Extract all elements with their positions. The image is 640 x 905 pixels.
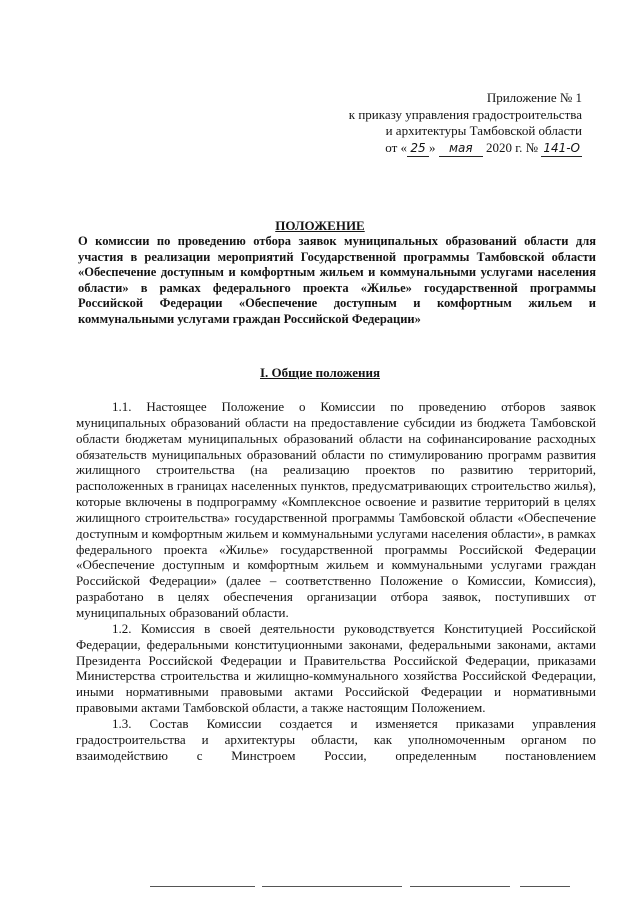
appendix-date-line	[349, 140, 582, 158]
paragraph-1-1: 1.1. Настоящее Положение о Комиссии по проведению отборов заявок муниципальных образований области на предоставление субсидии из бюджета Тамбовской области бюджетам муниципальных образований области на софинансирование расходных обязательств муниципальных образований области по стимулированию программ развития жилищного строительства (на реализацию проектов по развитию территорий, расположенных в границах населенных пунктов, предусматривающих строительство жилья), которые включены в подпрограмму «Комплексное освоение и развитие территорий в целях жилищного строительства» государственной программы Тамбовской области «Обеспечение доступным и комфортным жильем и коммунальными услугами населения области», в рамках федерального проекта «Жилье» государственной программы Российской Федерации «Обеспечение доступным и комфортным жильем и коммунальными услугами граждан Российской Федерации» (далее – соответственно Положение о Комиссии, Комиссия), разработано в целях обеспечения организации отбора заявок, поступивших от муниципальных образований области.	[76, 399, 596, 620]
date-year: 2020 г. №	[486, 139, 539, 155]
section-heading: I. Общие положения	[260, 365, 380, 380]
footer-scan-line	[262, 886, 402, 887]
date-day-handwritten: 25	[407, 140, 429, 158]
paragraph-1-3: 1.3. Состав Комиссии создается и изменяется приказами управления градостроительства и архитектуры области, как уполномоченным органом по взаимодействию с Минстроем России, определенным постановлением	[76, 715, 596, 763]
document-title: ПОЛОЖЕНИЕ	[275, 218, 365, 233]
date-month-handwritten: мая	[439, 140, 483, 158]
footer-scan-line	[520, 886, 570, 887]
appendix-order-ref: к приказу управления градостроительства	[348, 106, 582, 122]
appendix-block	[349, 90, 582, 157]
paragraph-1-2: 1.2. Комиссия в своей деятельности руководствуется Конституцией Российской Федерации, федеральными конституционными законами, федеральными законами, актами Президента Российской Федерации и Правительства Российской Федерации, приказами Министерства строительства и жилищно-коммунального хозяйства Российской Федерации, иными нормативными правовыми актами Российской Федерации и нормативными правовыми актами Тамбовской области, а также настоящим Положением.	[76, 620, 596, 716]
footer-scan-line	[150, 886, 255, 887]
date-mid: »	[429, 139, 436, 155]
footer-scan-line	[410, 886, 510, 887]
appendix-number: Приложение № 1	[486, 90, 582, 105]
order-number-handwritten: 141-О	[541, 140, 582, 158]
body-text	[76, 399, 596, 763]
appendix-authority: и архитектуры Тамбовской области	[385, 123, 582, 138]
document-subtitle: О комиссии по проведению отбора заявок муниципальных образований области для участия в реализации мероприятий Государственной программы Тамбовской области «Обеспечение доступным и комфортным жильем и коммунальными услугами населения области» в рамках федерального проекта «Жилье» государственной программы Российской Федерации «Обеспечение доступным и комфортным жильем и коммунальными услугами граждан Российской Федерации»	[78, 234, 596, 326]
date-prefix: от «	[385, 139, 408, 155]
